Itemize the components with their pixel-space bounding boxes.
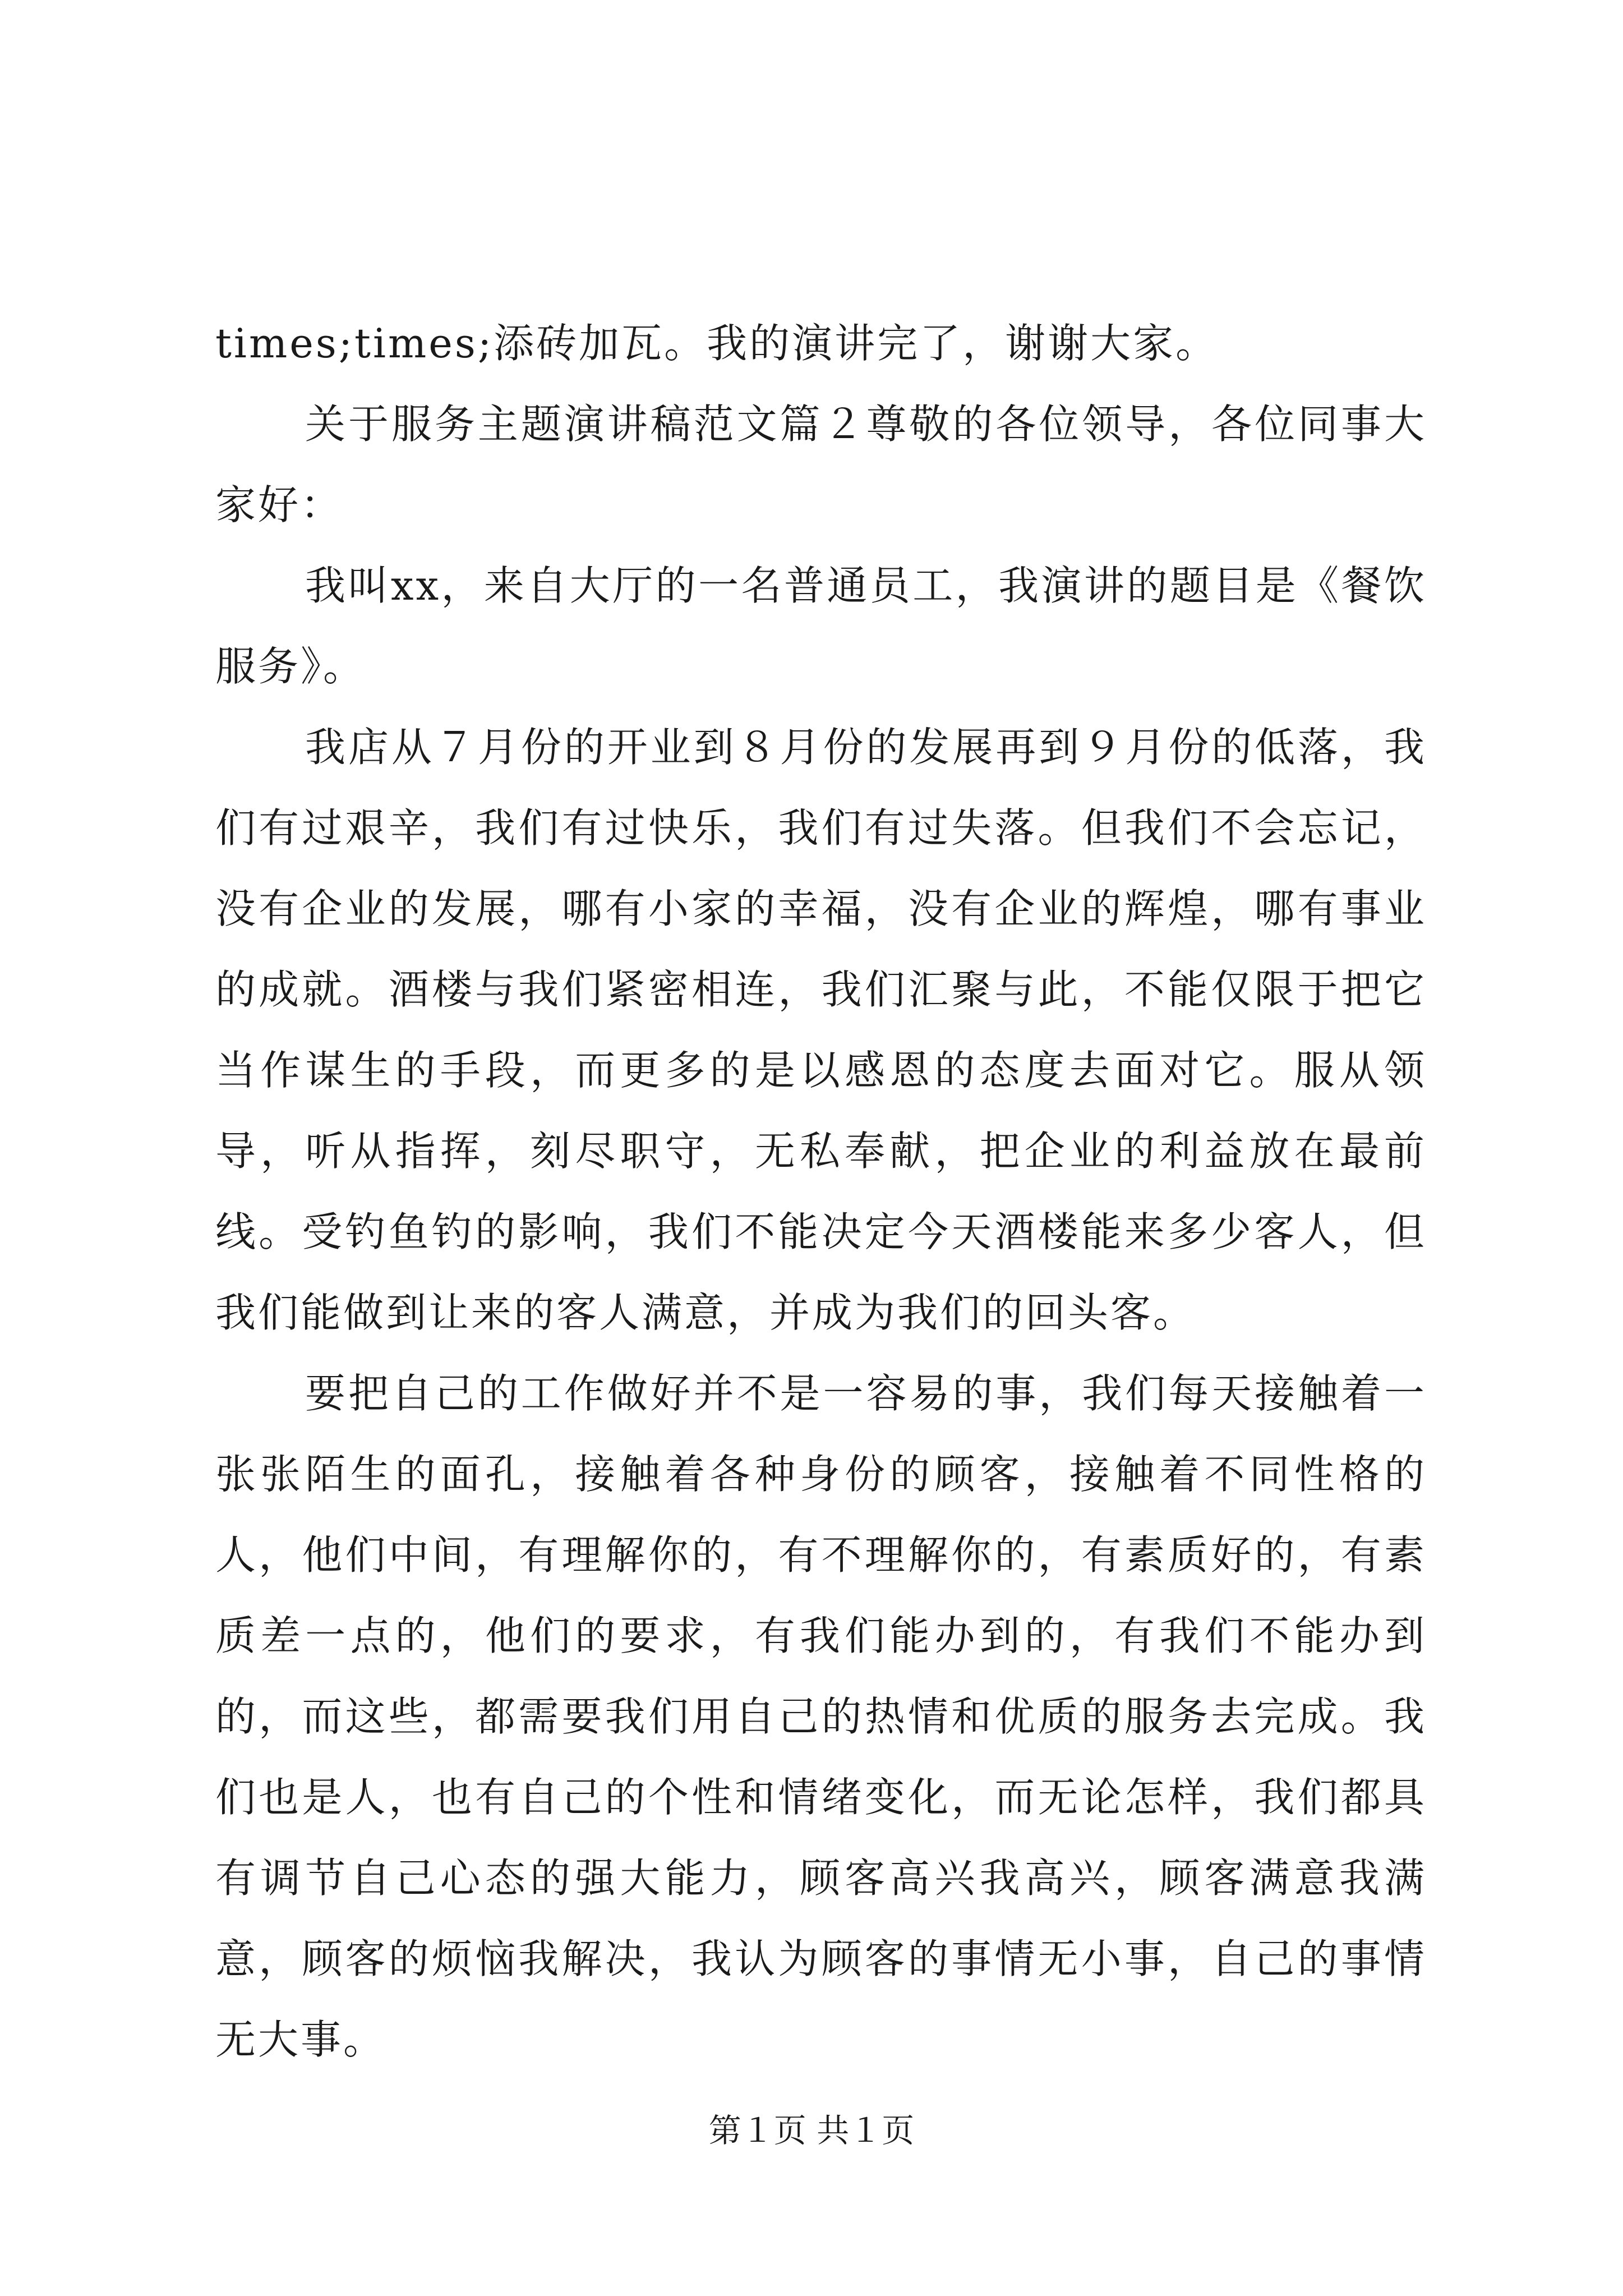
document-body (215, 303, 1427, 2080)
paragraph-5: 要把自己的工作做好并不是一容易的事，我们每天接触着一张张陌生的面孔，接触着各种身份的顾客，接触着不同性格的人，他们中间，有理解你的，有不理解你的，有素质好的，有素质差一点的，他们的要求，有我们能办到的，有我们不能办到的，而这些，都需要我们用自己的热情和优质的服务去完成。我们也是人，也有自己的个性和情绪变化，而无论怎样，我们都具有调节自己心态的强大能力，顾客高兴我高兴，顾客满意我满意，顾客的烦恼我解决，我认为顾客的事情无小事，自己的事情无大事。 (215, 1370, 1427, 2063)
paragraph-2: 关于服务主题演讲稿范文篇２尊敬的各位领导，各位同事大家好： (215, 401, 1427, 528)
page-footer: 第１页 共１页 (708, 2111, 915, 2150)
paragraph-4: 我店从７月份的开业到８月份的发展再到９月份的低落，我们有过艰辛，我们有过快乐，我们有过失落。但我们不会忘记，没有企业的发展，哪有小家的幸福，没有企业的辉煌，哪有事业的成就。酒楼与我们紧密相连，我们汇聚与此，不能仅限于把它当作谋生的手段，而更多的是以感恩的态度去面对它。服从领导，听从指挥，刻尽职守，无私奉献，把企业的利益放在最前线。受钓鱼钓的影响，我们不能决定今天酒楼能来多少客人，但我们能做到让来的客人满意，并成为我们的回头客。 (215, 724, 1427, 1336)
paragraph-1: times;times;添砖加瓦。我的演讲完了，谢谢大家。 (215, 320, 1219, 367)
paragraph-3: 我叫xx，来自大厅的一名普通员工，我演讲的题目是《餐饮服务》。 (215, 562, 1427, 690)
